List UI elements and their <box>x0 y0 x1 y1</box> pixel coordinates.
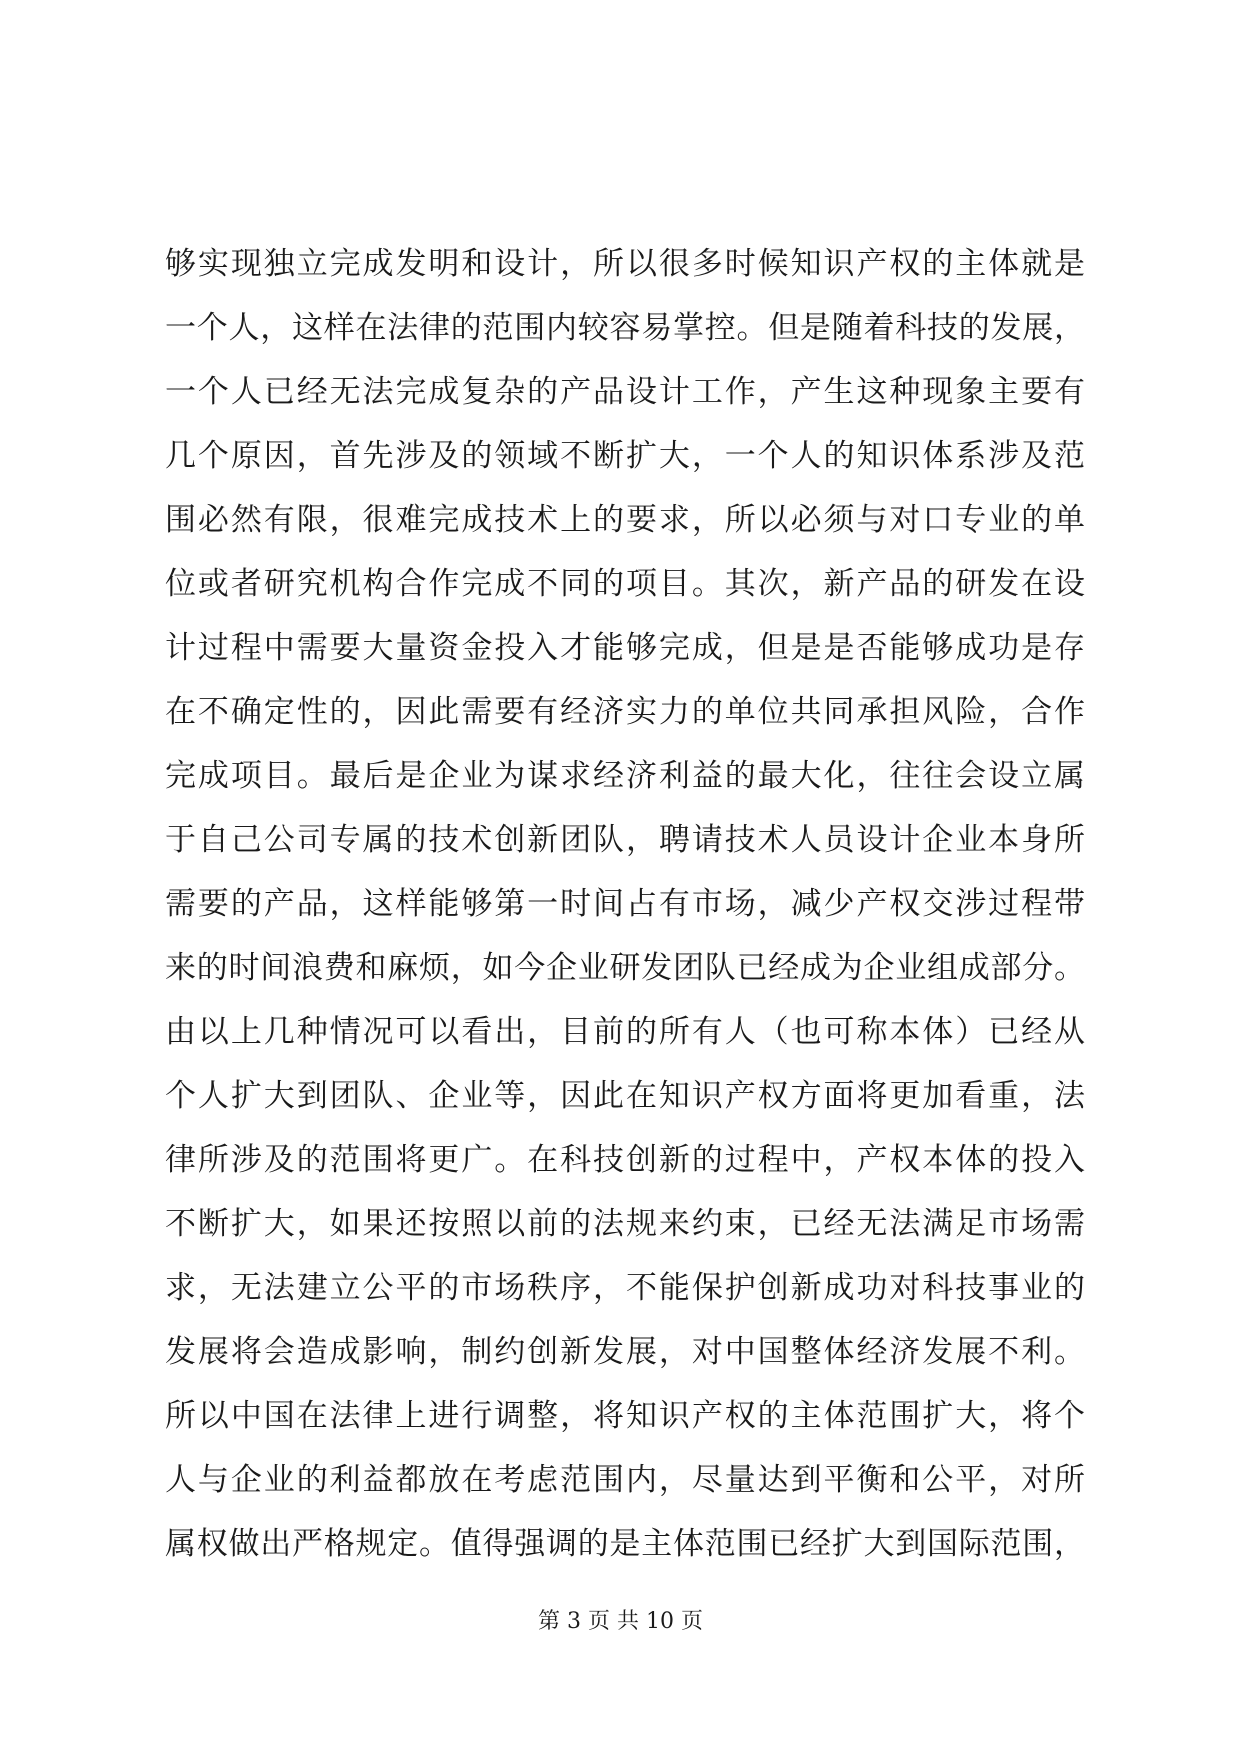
text-line: 一个人已经无法完成复杂的产品设计工作，产生这种现象主要有 <box>165 374 1085 410</box>
text-line: 由以上几种情况可以看出，目前的所有人（也可称本体）已经从 <box>165 1014 1085 1050</box>
text-line: 够实现独立完成发明和设计，所以很多时候知识产权的主体就是 <box>165 246 1085 282</box>
text-line: 需要的产品，这样能够第一时间占有市场，减少产权交涉过程带 <box>165 886 1085 922</box>
text-line: 位或者研究机构合作完成不同的项目。其次，新产品的研发在设 <box>165 566 1085 602</box>
text-line: 在不确定性的，因此需要有经济实力的单位共同承担风险，合作 <box>165 694 1085 730</box>
text-line: 不断扩大，如果还按照以前的法规来约束，已经无法满足市场需 <box>165 1206 1085 1242</box>
text-line: 属权做出严格规定。值得强调的是主体范围已经扩大到国际范围， <box>165 1526 1085 1562</box>
text-line: 围必然有限，很难完成技术上的要求，所以必须与对口专业的单 <box>165 502 1085 538</box>
body-paragraph <box>165 232 1085 1576</box>
text-line: 计过程中需要大量资金投入才能够完成，但是是否能够成功是存 <box>165 630 1085 666</box>
text-line: 律所涉及的范围将更广。在科技创新的过程中，产权本体的投入 <box>165 1142 1085 1178</box>
text-line: 一个人，这样在法律的范围内较容易掌控。但是随着科技的发展， <box>165 310 1085 346</box>
text-line: 发展将会造成影响，制约创新发展，对中国整体经济发展不利。 <box>165 1334 1085 1370</box>
page-number-footer: 第 3 页 共 10 页 <box>538 1609 703 1634</box>
text-line: 个人扩大到团队、企业等，因此在知识产权方面将更加看重，法 <box>165 1078 1085 1114</box>
text-line: 几个原因，首先涉及的领域不断扩大，一个人的知识体系涉及范 <box>165 438 1085 474</box>
text-line: 求，无法建立公平的市场秩序，不能保护创新成功对科技事业的 <box>165 1270 1085 1306</box>
text-line: 于自己公司专属的技术创新团队，聘请技术人员设计企业本身所 <box>165 822 1085 858</box>
text-line: 来的时间浪费和麻烦，如今企业研发团队已经成为企业组成部分。 <box>165 950 1085 986</box>
text-line: 完成项目。最后是企业为谋求经济利益的最大化，往往会设立属 <box>165 758 1085 794</box>
text-line: 人与企业的利益都放在考虑范围内，尽量达到平衡和公平，对所 <box>165 1462 1085 1498</box>
text-line: 所以中国在法律上进行调整，将知识产权的主体范围扩大，将个 <box>165 1398 1085 1434</box>
